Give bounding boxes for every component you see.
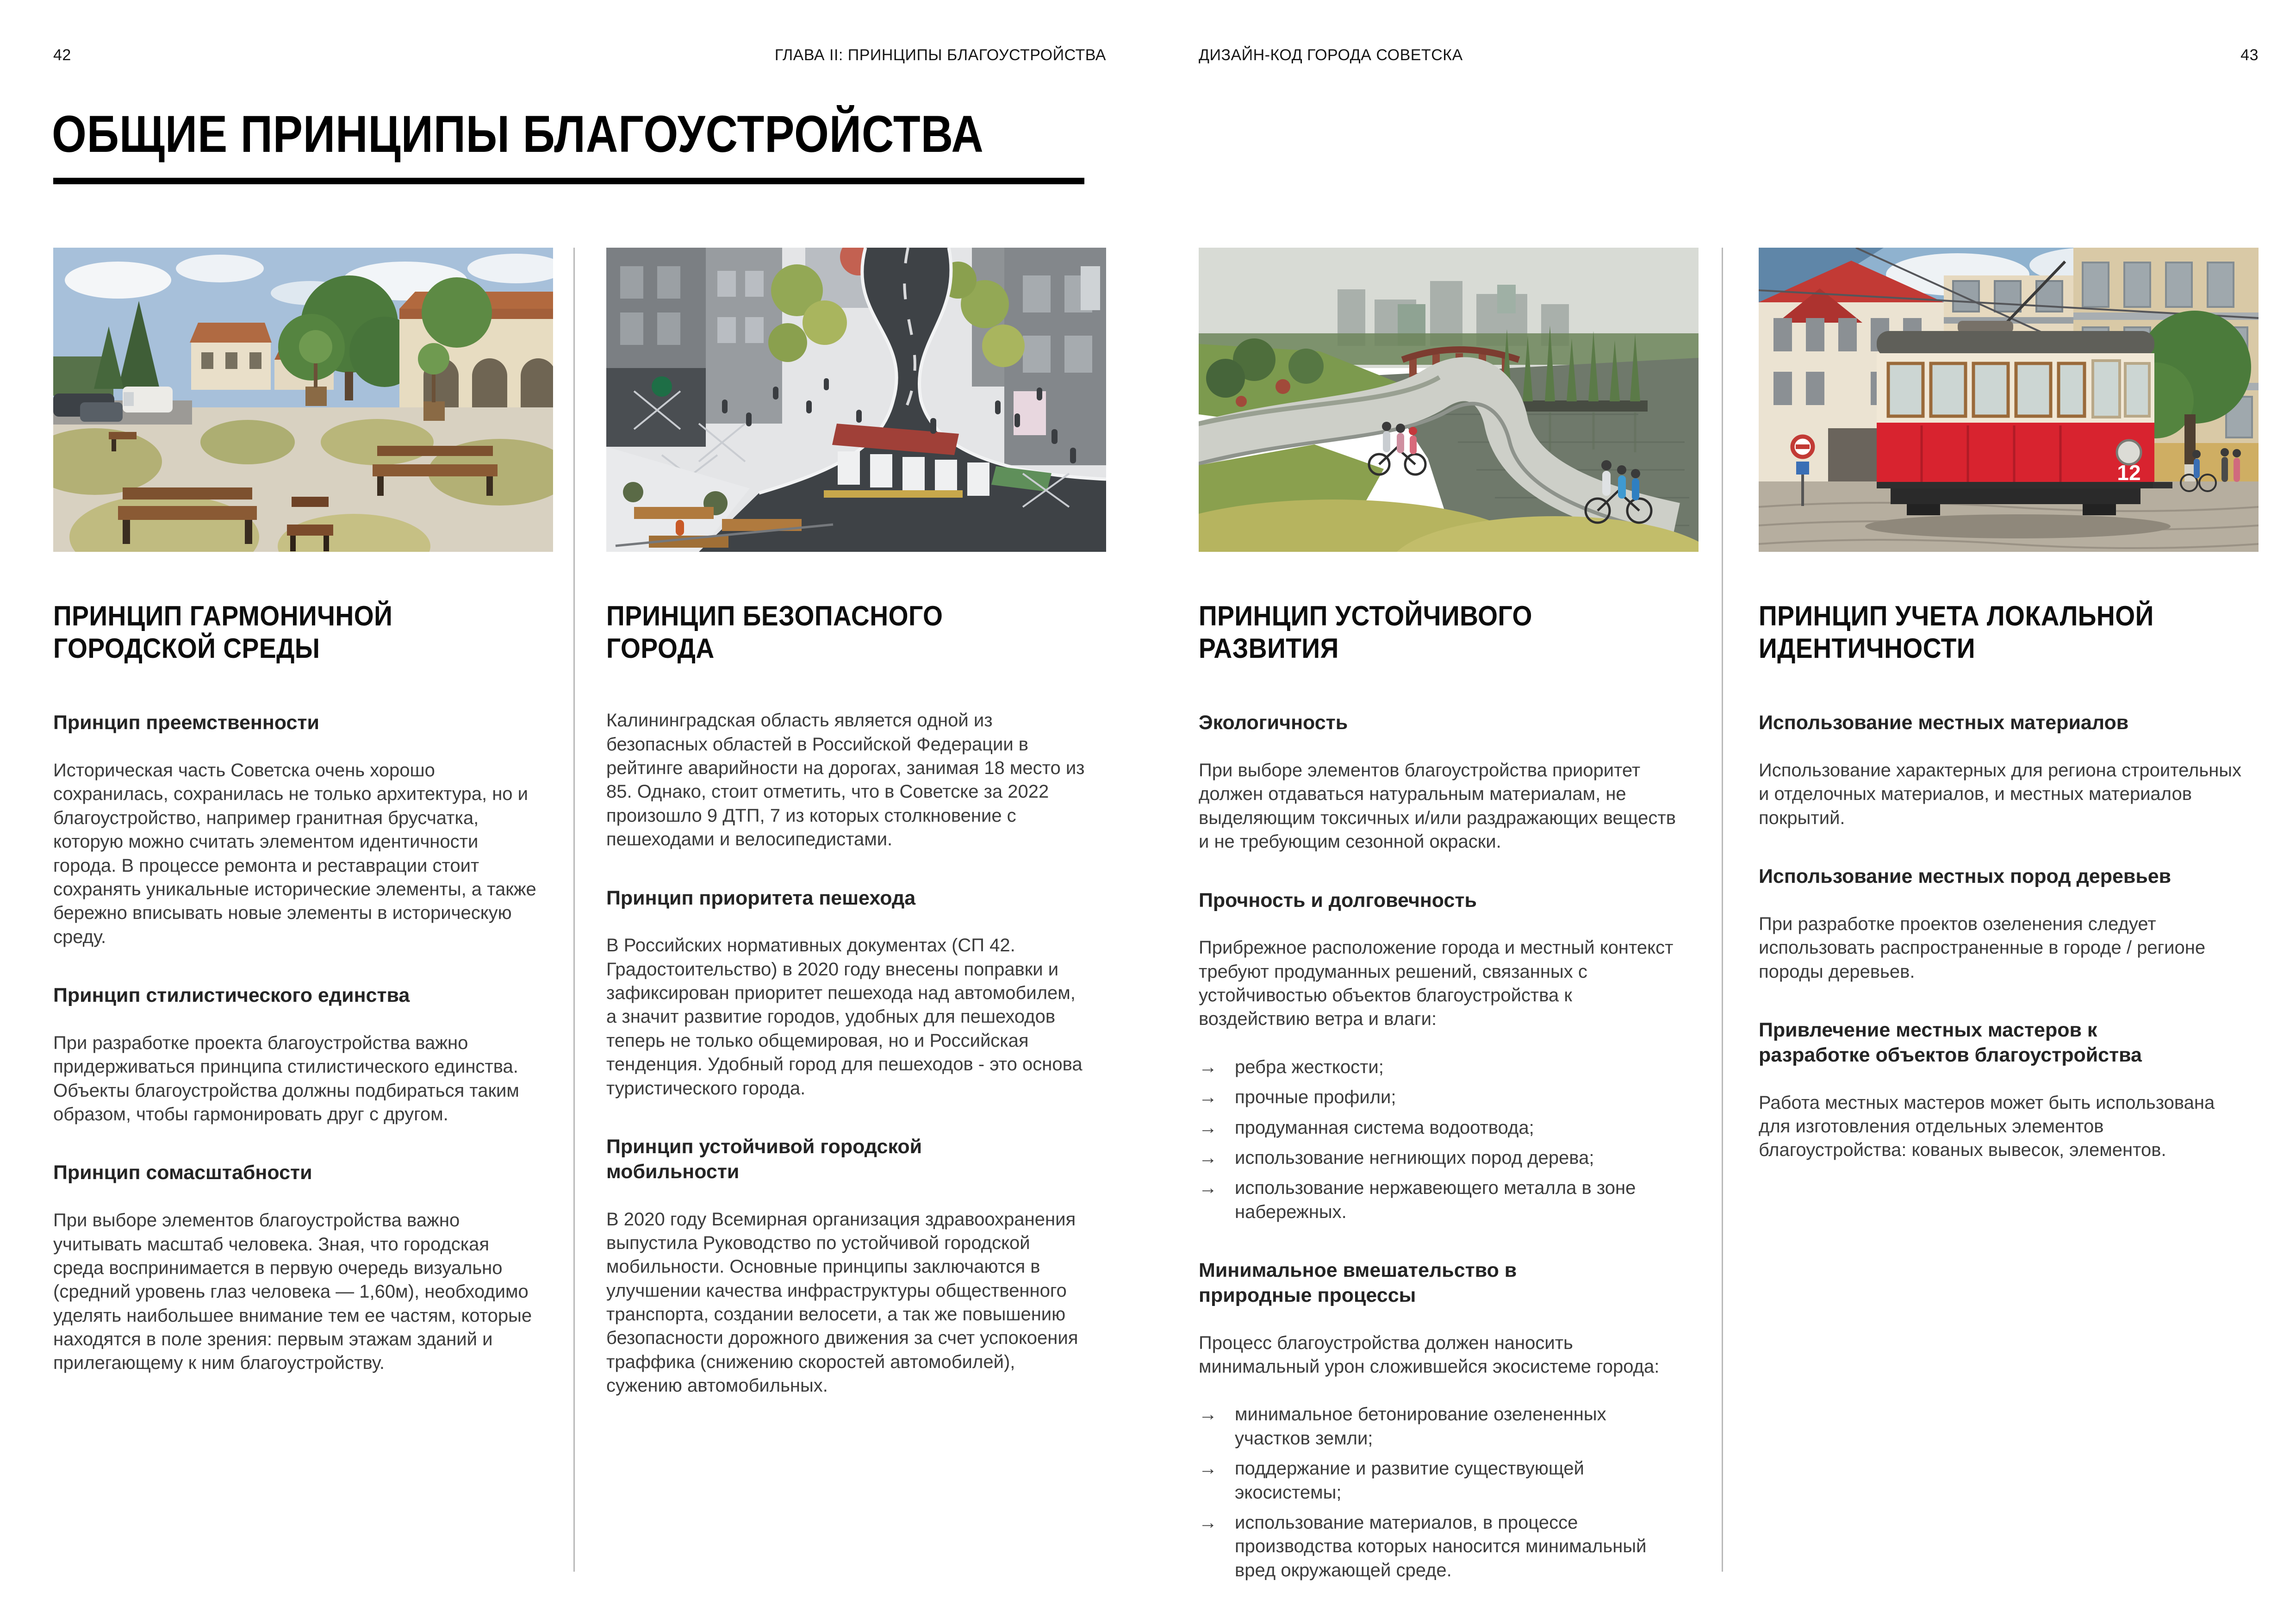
body-paragraph: Использование характерных для региона строительных и отделочных материалов, и местных материалов покрытий. bbox=[1759, 760, 2242, 828]
subsection-heading: Принцип преемственности bbox=[53, 712, 319, 734]
street-illustration bbox=[606, 248, 1106, 552]
bullet-item: → использование негниющих пород дерева; bbox=[1199, 1146, 1682, 1170]
subsection-heading: Привлечение местных мастеров к разработке объектов благоустройства bbox=[1759, 1019, 2142, 1066]
arrow-bullet-icon: → bbox=[1199, 1178, 1217, 1199]
subsection-heading: Минимальное вмешательство в природные процессы bbox=[1199, 1259, 1517, 1306]
arrow-bullet-icon: → bbox=[1199, 1512, 1217, 1533]
column-safe-city bbox=[606, 248, 1106, 1398]
arrow-bullet-icon: → bbox=[1199, 1117, 1217, 1138]
column-sustainable-development bbox=[1199, 248, 1699, 1589]
body-paragraph: При выборе элементов благоустройства важно учитывать масштаб человека. Зная, что городская среда воспринимается в первую очередь визуально (средний уровень глаз человека — 1,60м), необходимо уделять наибольшее внимание тем ее частям, которые находятся в поле зрения: первым этажам зданий и прилегающему к ним благоустройству. bbox=[53, 1210, 532, 1374]
body-paragraph: При выборе элементов благоустройства приоритет должен отдаваться натуральным материалам, не выделяющим токсичных и/или раздражающих веществ и не требующим сезонной окраски. bbox=[1199, 760, 1676, 852]
arrow-bullet-icon: → bbox=[1199, 1458, 1217, 1479]
bullet-item: → прочные профили; bbox=[1199, 1086, 1682, 1109]
body-paragraph: Калининградская область является одной из безопасных областей в Российской Федерации в рейтинге аварийности на дорогах, занимая 18 место из 85. Однако, стоит отметить, что в Советске за 2022 произошло 9 ДТП, 7 из которых столкновение с пешеходами и велосипедистами. bbox=[606, 710, 1085, 850]
subsection-heading: Принцип стилистического единства bbox=[53, 984, 410, 1007]
subsection-heading: Принцип приоритета пешехода bbox=[606, 887, 916, 909]
photo-town-square bbox=[53, 248, 553, 552]
photo-red-tram bbox=[1759, 248, 2259, 552]
subsection-heading: Экологичность bbox=[1199, 712, 1348, 734]
subsection-heading: Принцип устойчивой городской мобильности bbox=[606, 1136, 922, 1183]
subsection-heading: Принцип сомасштабности bbox=[53, 1162, 312, 1184]
bullet-item: → ребра жесткости; bbox=[1199, 1056, 1682, 1079]
body-paragraph: Работа местных мастеров может быть использована для изготовления отдельных элементов благоустройства: кованых вывесок, элементов. bbox=[1759, 1092, 2215, 1161]
page-number-right: 43 bbox=[2240, 46, 2259, 64]
bullet-list bbox=[1199, 1056, 1682, 1224]
column-harmonious-environment bbox=[53, 248, 553, 1375]
bullet-item: → продуманная система водоотвода; bbox=[1199, 1116, 1682, 1140]
subsection-heading: Использование местных пород деревьев bbox=[1759, 865, 2172, 888]
column-divider bbox=[573, 248, 575, 1572]
body-paragraph: В Российских нормативных документах (СП 42. Градостоительство) в 2020 году внесены поправки и зафиксирован приоритет пешехода над автомобилем, а значит развитие городов, удобных для пешеходов теперь не только общемировая, но и Российская тенденция. Удобный город для пешеходов - это основа туристического города. bbox=[606, 935, 1083, 1099]
column-heading: ПРИНЦИП БЕЗОПАСНОГО ГОРОДА bbox=[606, 600, 943, 664]
column-divider bbox=[1722, 248, 1723, 1572]
column-heading: ПРИНЦИП ГАРМОНИЧНОЙ ГОРОДСКОЙ СРЕДЫ bbox=[53, 600, 393, 664]
arrow-bullet-icon: → bbox=[1199, 1056, 1217, 1077]
page-number-left: 42 bbox=[53, 46, 71, 64]
column-heading: ПРИНЦИП УЧЕТА ЛОКАЛЬНОЙ ИДЕНТИЧНОСТИ bbox=[1759, 600, 2154, 664]
bullet-item: → минимальное бетонирование озелененных участков земли; bbox=[1199, 1403, 1682, 1450]
tram-number-text: 12 bbox=[2117, 461, 2141, 485]
photo-street-redesign bbox=[606, 248, 1106, 552]
arrow-bullet-icon: → bbox=[1199, 1147, 1217, 1168]
photo-waterfront-park bbox=[1199, 248, 1699, 552]
arrow-bullet-icon: → bbox=[1199, 1087, 1217, 1108]
body-paragraph: Прибрежное расположение города и местный контекст требуют продуманных решений, связанных с устойчивостью объектов благоустройства к воздействию ветра и влаги: bbox=[1199, 937, 1674, 1030]
body-paragraph: В 2020 году Всемирная организация здравоохранения выпустила Руководство по устойчивой городской мобильности. Основные принципы заключаются в улучшении качества инфраструктуры общественного транспорта, создании велосети, а так же повышению безопасности дорожного движения за счет успокоения траффика (снижению скоростей автомобилей), сужению автомобильных. bbox=[606, 1209, 1078, 1396]
page-title: ОБЩИЕ ПРИНЦИПЫ БЛАГОУСТРОЙСТВА bbox=[52, 105, 984, 163]
body-paragraph: Историческая часть Советска очень хорошо сохранилась, сохранилась не только архитектура, но и благоустройство, например гранитная брусчатка, которую можно считать элементом идентичности города. В процессе ремонта и реставрации стоит сохранять уникальные исторические элементы, а также бережно вписывать новые элементы в историческую среду. bbox=[53, 760, 536, 947]
waterfront-park-illustration bbox=[1199, 248, 1699, 552]
chapter-header: ГЛАВА II: ПРИНЦИПЫ БЛАГОУСТРОЙСТВА bbox=[774, 46, 1106, 64]
subsection-heading: Использование местных материалов bbox=[1759, 712, 2129, 734]
bullet-item: → использование материалов, в процессе производства которых наносится минимальный вред окружающей среде. bbox=[1199, 1511, 1682, 1582]
title-underline bbox=[53, 178, 1084, 184]
arrow-bullet-icon: → bbox=[1199, 1404, 1217, 1425]
subsection-heading: Прочность и долговечность bbox=[1199, 889, 1477, 912]
bullet-item: → поддержание и развитие существующей экосистемы; bbox=[1199, 1457, 1682, 1505]
column-heading: ПРИНЦИП УСТОЙЧИВОГО РАЗВИТИЯ bbox=[1199, 600, 1532, 664]
body-paragraph: При разработке проектов озеленения следует использовать распространенные в городе / регионе породы деревьев. bbox=[1759, 913, 2206, 982]
column-local-identity bbox=[1759, 248, 2259, 1162]
red-tram-illustration bbox=[1759, 248, 2259, 552]
body-paragraph: При разработке проекта благоустройства важно придерживаться принципа стилистического единства. Объекты благоустройства должны подбираться таким образом, чтобы гармонировать друг с другом. bbox=[53, 1032, 519, 1124]
bullet-list bbox=[1199, 1403, 1682, 1582]
body-paragraph: Процесс благоустройства должен наносить минимальный урон сложившейся экосистеме города: bbox=[1199, 1332, 1660, 1377]
book-header: ДИЗАЙН-КОД ГОРОДА СОВЕТСКА bbox=[1199, 46, 1463, 64]
bullet-item: → использование нержавеющего металла в зоне набережных. bbox=[1199, 1176, 1682, 1224]
town-square-illustration bbox=[53, 248, 553, 552]
